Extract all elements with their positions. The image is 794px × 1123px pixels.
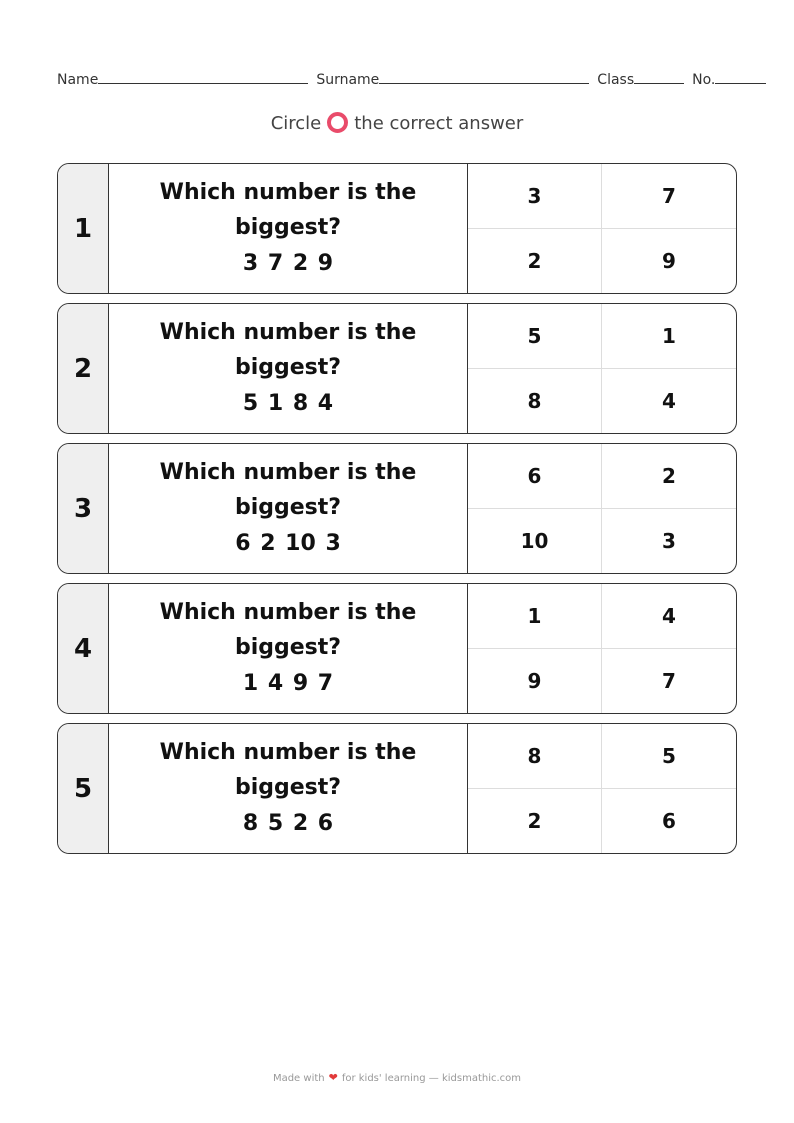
- question-number: 4: [58, 584, 109, 713]
- footer: [0, 1071, 794, 1084]
- answer-option[interactable]: 4: [662, 388, 676, 413]
- answer-option[interactable]: 3: [468, 164, 602, 229]
- answer-options: [468, 164, 736, 293]
- answer-option[interactable]: 8: [468, 724, 602, 789]
- heart-icon: ❤: [328, 1071, 338, 1084]
- question-card: [57, 583, 737, 714]
- instruction-text-before: Circle: [270, 113, 322, 134]
- answer-option[interactable]: 1: [468, 584, 602, 649]
- answer-option[interactable]: 8: [468, 369, 602, 434]
- answer-option[interactable]: 10: [468, 509, 602, 574]
- footer-text-after: for kids' learning — kidsmathic.com: [341, 1073, 522, 1084]
- answer-option[interactable]: 2: [602, 444, 736, 509]
- question-card: [57, 443, 737, 574]
- question-prompt: Which number is the biggest?: [159, 599, 417, 660]
- name-label: Name: [57, 72, 99, 88]
- instruction-text-after: the correct answer: [354, 113, 524, 134]
- red-ring-icon: [327, 112, 348, 133]
- question-number-list: 5 1 8 4: [242, 390, 334, 416]
- question-number: 3: [58, 444, 109, 573]
- answer-options: [468, 304, 736, 433]
- answer-options: [468, 444, 736, 573]
- answer-option[interactable]: 2: [468, 789, 602, 854]
- surname-label: Surname: [316, 72, 380, 88]
- question-text: [109, 444, 468, 573]
- question-prompt: Which number is the biggest?: [159, 319, 417, 380]
- question-number-list: 1 4 9 7: [242, 670, 334, 696]
- question-number: 5: [58, 724, 109, 853]
- question-prompt: Which number is the biggest?: [159, 739, 417, 800]
- question-number: 2: [58, 304, 109, 433]
- class-label: Class: [597, 72, 635, 88]
- answer-option[interactable]: 6: [468, 444, 602, 509]
- question-card: [57, 163, 737, 294]
- question-text: [109, 304, 468, 433]
- footer-text-before: Made with: [272, 1073, 325, 1084]
- answer-option[interactable]: 5: [602, 724, 736, 789]
- student-info-header: [57, 68, 773, 88]
- question-card: [57, 303, 737, 434]
- question-text: [109, 164, 468, 293]
- answer-option[interactable]: 9: [662, 248, 676, 273]
- question-number-list: 6 2 10 3: [235, 530, 341, 556]
- question-number: 1: [58, 164, 109, 293]
- answer-option[interactable]: 9: [468, 649, 602, 714]
- no-field[interactable]: [715, 69, 766, 84]
- no-label: No.: [692, 72, 716, 88]
- question-number-list: 3 7 2 9: [242, 250, 334, 276]
- answer-option[interactable]: 5: [468, 304, 602, 369]
- answer-option[interactable]: 4: [602, 584, 736, 649]
- instruction: [0, 112, 794, 134]
- class-field[interactable]: [634, 69, 684, 84]
- name-field[interactable]: [98, 69, 308, 84]
- question-list: [57, 163, 737, 863]
- question-text: [109, 584, 468, 713]
- answer-option[interactable]: 1: [602, 304, 736, 369]
- question-number-list: 8 5 2 6: [242, 810, 334, 836]
- answer-options: [468, 724, 736, 853]
- answer-options: [468, 584, 736, 713]
- question-prompt: Which number is the biggest?: [159, 179, 417, 240]
- answer-option[interactable]: 7: [662, 668, 676, 693]
- answer-option[interactable]: 3: [662, 528, 676, 553]
- answer-option[interactable]: 7: [602, 164, 736, 229]
- answer-option[interactable]: 6: [662, 808, 676, 833]
- surname-field[interactable]: [379, 69, 589, 84]
- answer-option[interactable]: 2: [468, 229, 602, 294]
- question-card: [57, 723, 737, 854]
- question-prompt: Which number is the biggest?: [159, 459, 417, 520]
- question-text: [109, 724, 468, 853]
